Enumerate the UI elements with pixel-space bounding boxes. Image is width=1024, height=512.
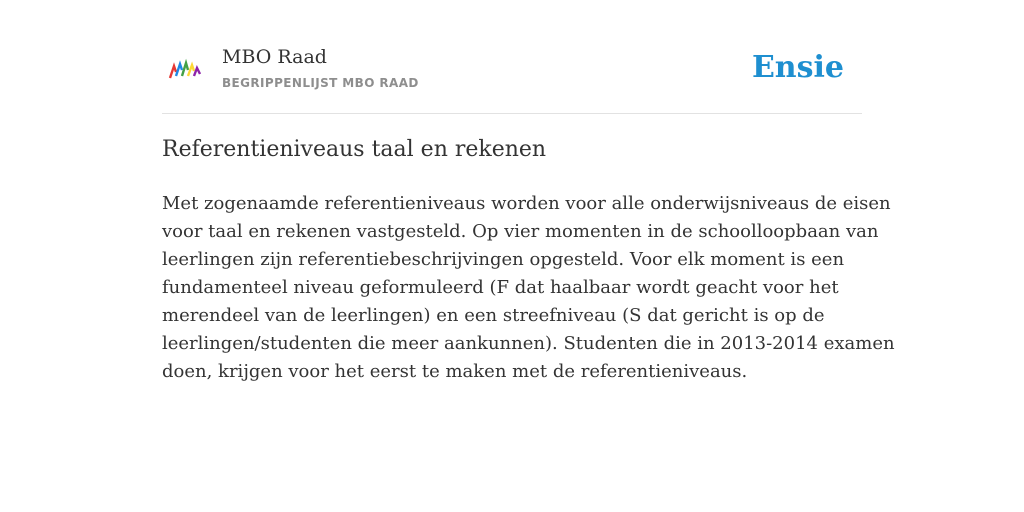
body-line: leerlingen/studenten die meer aankunnen). Studenten die in 2013-2014 examen bbox=[162, 333, 895, 354]
body-line: fundamenteel niveau geformuleerd (F dat haalbaar wordt geacht voor het bbox=[162, 277, 839, 298]
body-line: merendeel van de leerlingen) en een streefniveau (S dat gericht is op de bbox=[162, 305, 825, 326]
body-line: Met zogenaamde referentieniveaus worden voor alle onderwijsniveaus de eisen bbox=[162, 193, 891, 214]
glossary-subtitle[interactable]: BEGRIPPENLIJST MBO RAAD bbox=[222, 76, 419, 90]
body-line: voor taal en rekenen vastgesteld. Op vier momenten in de schoolloopbaan van bbox=[162, 221, 879, 242]
article-title: Referentieniveaus taal en rekenen bbox=[162, 137, 547, 162]
article-body bbox=[162, 190, 895, 386]
body-line: leerlingen zijn referentiebeschrijvingen opgesteld. Voor elk moment is een bbox=[162, 249, 845, 270]
brand-logo[interactable]: Ensie bbox=[751, 50, 844, 85]
body-line: doen, krijgen voor het eerst te maken met de referentieniveaus. bbox=[162, 361, 748, 382]
header bbox=[162, 40, 862, 114]
mbo-raad-logo-icon bbox=[168, 58, 202, 82]
org-name[interactable]: MBO Raad bbox=[222, 46, 327, 68]
